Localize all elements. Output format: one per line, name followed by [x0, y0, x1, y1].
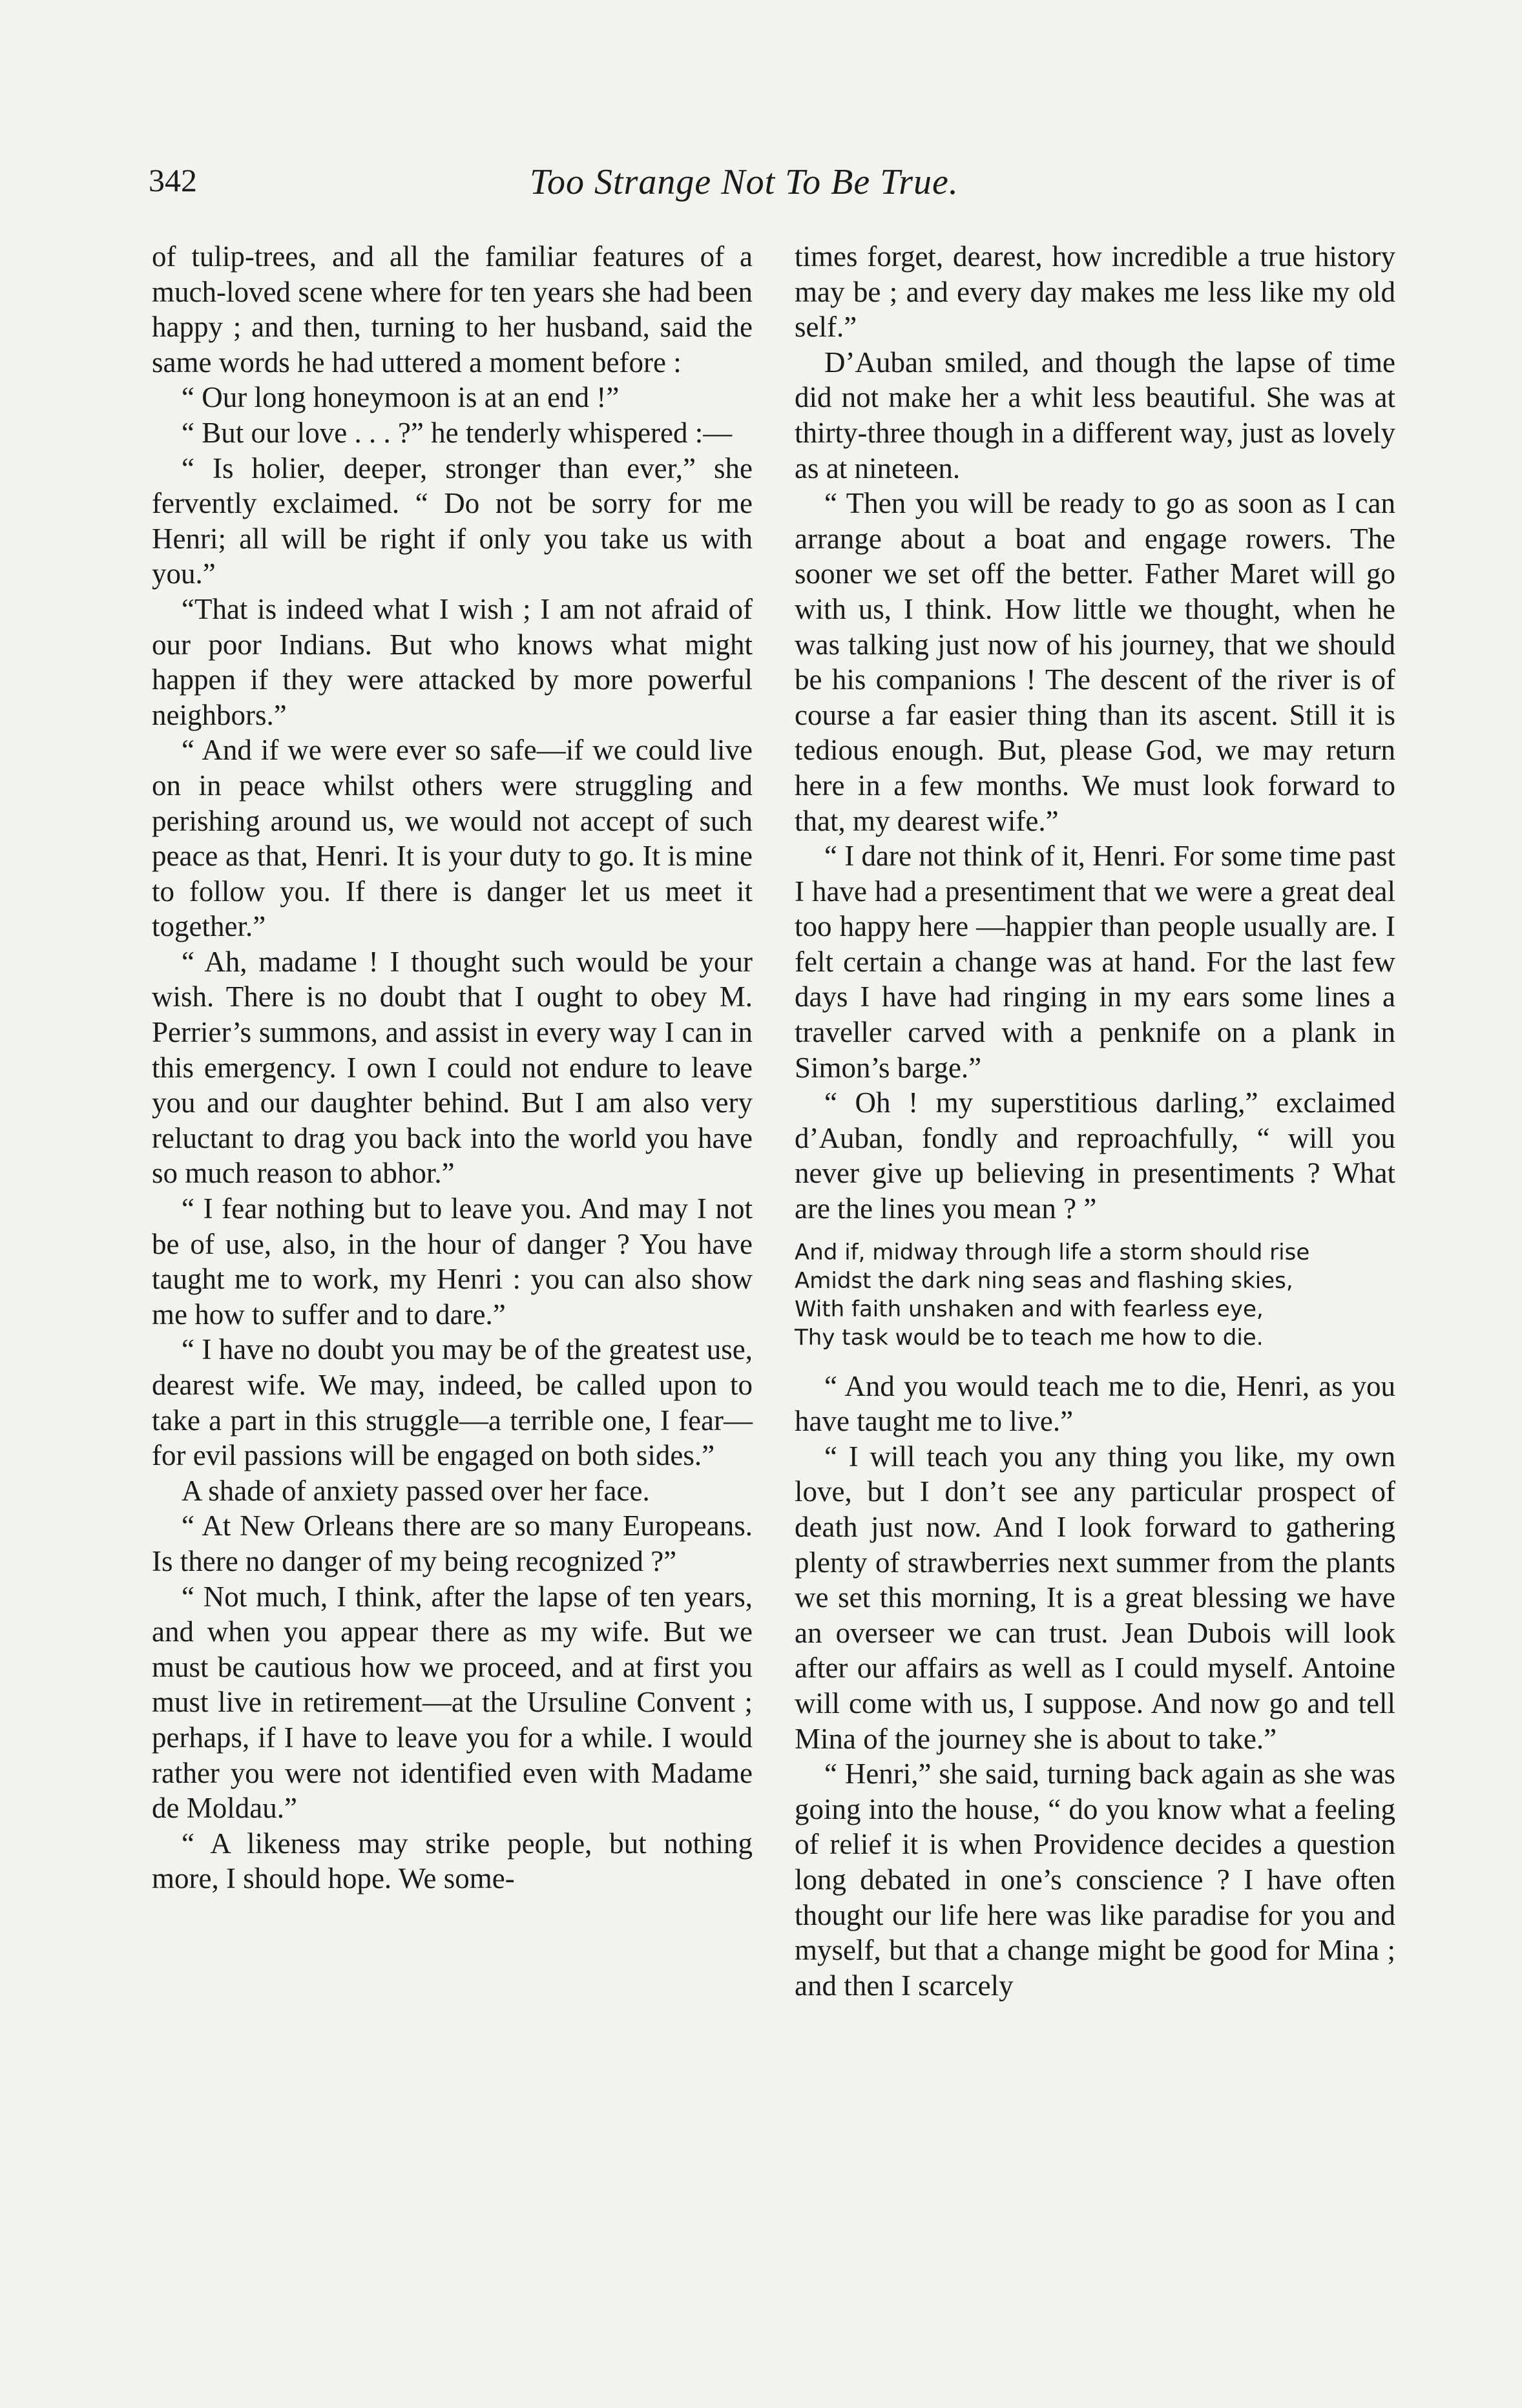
paragraph: “That is indeed what I wish ; I am not afraid of our poor Indians. But who knows what might happen if they were attacked by more powerful neighbors.” — [152, 592, 753, 731]
paragraph: “ Oh ! my superstitious darling,” exclaimed d’Auban, fondly and reproachfully, “ will you never give up believing in presentiments ? What are the lines you mean ? ” — [795, 1086, 1395, 1225]
paragraph: “ Not much, I think, after the lapse of ten years, and when you appear there as my wife. But we must be cautious how we proceed, and at first you must live in retirement—at the Ursuline Convent ; perhaps, if I have to leave you for a while. I would rather you were not identified even with Madame de Moldau.” — [152, 1580, 753, 1825]
paragraph: “ Our long honeymoon is at an end !” — [182, 381, 620, 414]
paragraph: A shade of anxiety passed over her face. — [182, 1474, 650, 1507]
paragraph: “ I dare not think of it, Henri. For some time past I have had a presentiment that we were a great deal too happy here —happier than people usually are. I felt certain a change was at hand. For the last few days I have had ringing in my ears some lines a traveller carved with a penknife on a plank in Simon’s barge.” — [795, 840, 1395, 1084]
paragraph: “ And you would teach me to die, Henri, as you have taught me to live.” — [795, 1369, 1395, 1438]
poem-line: Thy task would be to teach me how to die. — [795, 1324, 1264, 1351]
page-number: 342 — [149, 162, 197, 198]
paragraph: “ But our love . . . ?” he tenderly whispered :— — [182, 416, 733, 449]
paragraph: “ A likeness may strike people, but nothing more, I should hope. We some- — [152, 1827, 753, 1895]
paragraph: “ Then you will be ready to go as soon as I can arrange about a boat and engage rowers. The sooner we set off the better. Father Maret will go with us, I think. How little we thought, when he was talking just now of his journey, that we should be his companions ! The descent of the river is of course a far easier thing than its ascent. Still it is tedious enough. But, please God, we may return here in a few months. We must look forward to that, my dearest wife.” — [795, 487, 1395, 837]
paragraph: “ I have no doubt you may be of the greatest use, dearest wife. We may, indeed, be called upon to take a part in this struggle—a terrible one, I fear—for evil passions will be engaged on both sides.” — [152, 1333, 753, 1472]
paragraph: “ And if we were ever so safe—if we could live on in peace whilst others were struggling and perishing around us, we would not accept of such peace as that, Henri. It is your duty to go. It is mine to follow you. If there is danger let us meet it together.” — [152, 734, 753, 943]
poem-quotation — [795, 1238, 1395, 1352]
paragraph: “ Is holier, deeper, stronger than ever,” she fervently exclaimed. “ Do not be sorry for me Henri; all will be right if only you take us with you.” — [152, 451, 753, 590]
poem-line: And if, midway through life a storm should rise — [795, 1239, 1310, 1265]
paragraph: “ Henri,” she said, turning back again as she was going into the house, “ do you know what a feeling of relief it is when Providence decides a question long debated in one’s conscience ? I have often thought our life here was like paradise for you and myself, but that a change might be good for Mina ; and then I scarcely — [795, 1758, 1395, 2002]
paragraph: “ I fear nothing but to leave you. And may I not be of use, also, in the hour of danger ? You have taught me to work, my Henri : you can also show me how to suffer and to dare.” — [152, 1192, 753, 1331]
page-header — [149, 161, 1412, 220]
paragraph: “ Ah, madame ! I thought such would be your wish. There is no doubt that I ought to obey M. Perrier’s summons, and assist in every way I can in this emergency. I own I could not endure to leave you and our daughter behind. But I am also very reluctant to drag you back into the world you have so much reason to abhor.” — [152, 945, 753, 1190]
paragraph: times forget, dearest, how incredible a true history may be ; and every day makes me less like my old self.” — [795, 240, 1395, 344]
paragraph: D’Auban smiled, and though the lapse of time did not make her a whit less beautiful. She was at thirty-three though in a different way, just as lovely as at nineteen. — [795, 346, 1395, 484]
left-column — [152, 239, 753, 1896]
poem-line: Amidst the dark ning seas and flashing skies, — [795, 1267, 1293, 1294]
paragraph: “ At New Orleans there are so many Europeans. Is there no danger of my being recognized ?” — [152, 1510, 753, 1577]
poem-line: With faith unshaken and with fearless eye, — [795, 1296, 1264, 1322]
right-column — [795, 239, 1395, 2003]
running-title: Too Strange Not To Be True. — [530, 162, 959, 202]
paragraph: of tulip-trees, and all the familiar features of a much-loved scene where for ten years she had been happy ; and then, turning to her husband, said the same words he had uttered a moment before : — [152, 240, 753, 379]
paragraph: “ I will teach you any thing you like, my own love, but I don’t see any particular prospect of death just now. And I look forward to gathering plenty of strawberries next summer from the plants we set this morning, It is a great blessing we have an overseer we can trust. Jean Dubois will look after our affairs as well as I could myself. Antoine will come with us, I suppose. And now go and tell Mina of the journey she is about to take.” — [795, 1440, 1395, 1755]
